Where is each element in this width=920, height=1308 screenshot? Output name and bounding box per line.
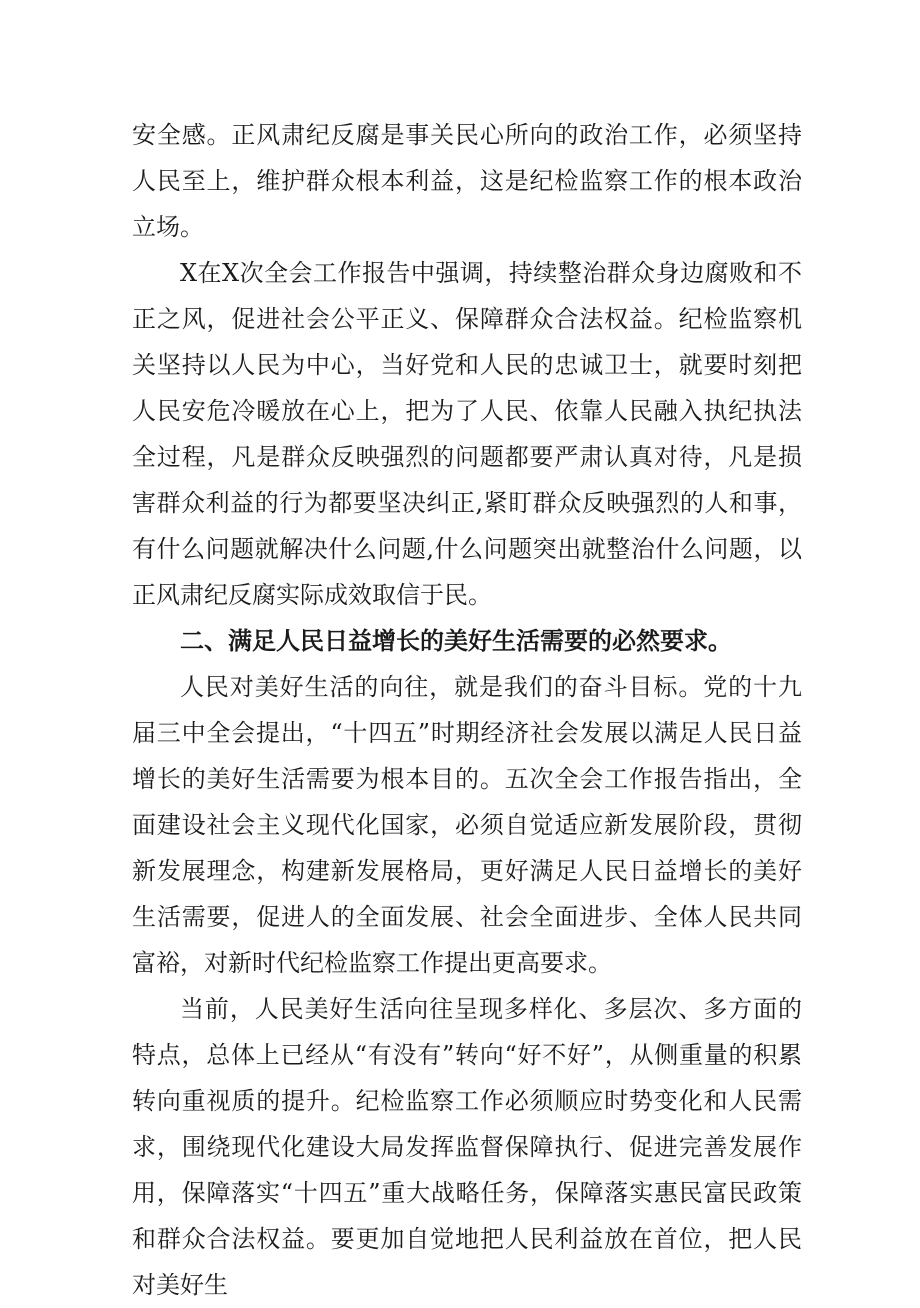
document-body: [132, 112, 802, 1308]
paragraph-4: 当前，人民美好生活向往呈现多样化、多层次、多方面的特点，总体上已经从“有没有”转向“好不好”，从侧重量的积累转向重视质的提升。纪检监察工作必须顺应时势变化和人民需求，围绕现代化建设大局发挥监督保障执行、促进完善发展作用，保障落实“十四五”重大战略任务，保障落实惠民富民政策和群众合法权益。要更加自觉地把人民利益放在首位，把人民对美好生: [132, 995, 802, 1299]
paragraph-2: X在X次全会工作报告中强调，持续整治群众身边腐败和不正之风，促进社会公平正义、保障群众合法权益。纪检监察机关坚持以人民为中心，当好党和人民的忠诚卫士，就要时刻把人民安危冷暖放在心上，把为了人民、依靠人民融入执纪执法全过程，凡是群众反映强烈的问题都要严肃认真对待，凡是损害群众利益的行为都要坚决纠正,紧盯群众反映强烈的人和事，有什么问题就解决什么问题,什么问题突出就整治什么问题，以正风肃纪反腐实际成效取信于民。: [132, 259, 802, 609]
section-heading-2: 二、满足人民日益增长的美好生活需要的必然要求。: [180, 626, 732, 655]
paragraph-1: 安全感。正风肃纪反腐是事关民心所向的政治工作，必须坚持人民至上，维护群众根本利益，这是纪检监察工作的根本政治立场。: [132, 121, 802, 241]
paragraph-3: 人民对美好生活的向往，就是我们的奋斗目标。党的十九届三中全会提出，“十四五”时期经济社会发展以满足人民日益增长的美好生活需要为根本目的。五次全会工作报告指出，全面建设社会主义现代化国家，必须自觉适应新发展阶段，贯彻新发展理念，构建新发展格局，更好满足人民日益增长的美好生活需要，促进人的全面发展、社会全面进步、全体人民共同富裕，对新时代纪检监察工作提出更高要求。: [132, 673, 802, 977]
